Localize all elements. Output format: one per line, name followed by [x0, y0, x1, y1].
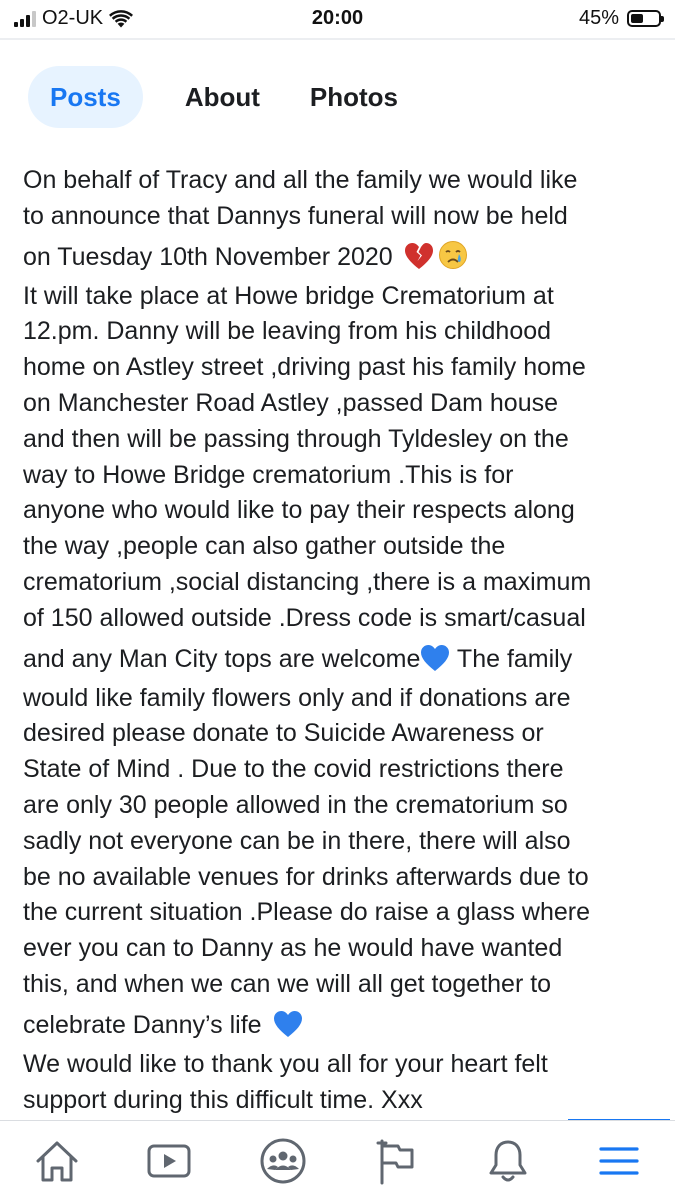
battery-icon: [627, 10, 661, 27]
post-line: home on Astley street ,driving past his family home: [23, 353, 586, 382]
crying-face-emoji-icon: [438, 240, 468, 270]
post-line: to announce that Dannys funeral will now be held: [23, 201, 568, 230]
post-line-text: on Tuesday 10th November 2020: [23, 242, 393, 271]
post-line: on Manchester Road Astley ,passed Dam house: [23, 388, 559, 417]
nav-menu[interactable]: [589, 1131, 649, 1191]
nav-pages[interactable]: [366, 1131, 426, 1191]
post-line: anyone who would like to pay their respects along: [23, 496, 575, 525]
battery-group: [579, 7, 661, 30]
post-line: ever you can to Danny as he would have wanted: [23, 934, 563, 963]
post-line: the way ,people can also gather outside the: [23, 532, 506, 561]
post-line-text: The family: [456, 644, 573, 673]
tab-photos[interactable]: Photos: [309, 82, 399, 112]
post-line: We would like to thank you all for your heart felt: [23, 1049, 548, 1078]
post-line: sadly not everyone can be in there, there will also: [23, 826, 571, 855]
status-bar: [0, 0, 675, 38]
post-line: would like family flowers only and if donations are: [23, 683, 571, 712]
clock: 20:00: [311, 7, 364, 29]
post-line-text: and any Man City tops are welcome: [23, 644, 421, 673]
post-line: State of Mind . Due to the covid restrictions there: [23, 755, 564, 784]
blue-heart-emoji-icon: [273, 1010, 303, 1038]
post-line: be no available venues for drinks afterwards due to: [23, 862, 589, 891]
broken-heart-emoji-icon: [404, 242, 434, 270]
blue-heart-emoji-icon: [420, 644, 450, 672]
post-line: [23, 1003, 663, 1047]
post-line: and then will be passing through Tyldesley on the: [23, 424, 569, 453]
battery-percentage: 45%: [578, 7, 619, 29]
post-line-text: celebrate Danny’s life: [23, 1010, 262, 1039]
carrier-name: O2-UK: [42, 7, 104, 29]
post-line: of 150 allowed outside .Dress code is smart/casual: [23, 603, 586, 632]
profile-tabs: [28, 66, 420, 128]
tab-posts[interactable]: Posts: [28, 66, 143, 128]
pages-flag-icon: [374, 1137, 418, 1185]
nav-groups[interactable]: [253, 1131, 313, 1191]
post-line: way to Howe Bridge crematorium .This is for: [23, 460, 514, 489]
post-line: are only 30 people allowed in the crematorium so: [23, 790, 568, 819]
post-body: [23, 163, 663, 1118]
home-icon: [34, 1139, 80, 1183]
nav-home[interactable]: [27, 1131, 87, 1191]
post-line: It will take place at Howe bridge Crematorium at: [23, 281, 554, 310]
nav-watch[interactable]: [139, 1131, 199, 1191]
tab-about[interactable]: About: [184, 82, 260, 112]
header-divider: [0, 38, 675, 40]
post-line: desired please donate to Suicide Awareness or: [23, 719, 544, 748]
post-line: [23, 637, 663, 681]
post-line: crematorium ,social distancing ,there is a maximum: [23, 567, 592, 596]
post-line: the current situation .Please do raise a glass where: [23, 898, 590, 927]
notifications-bell-icon: [486, 1137, 530, 1185]
groups-icon: [259, 1137, 307, 1185]
menu-icon: [597, 1141, 641, 1181]
video-icon: [146, 1141, 192, 1181]
post-line: 12.pm. Danny will be leaving from his childhood: [23, 317, 552, 346]
bottom-navigation: [0, 1120, 675, 1201]
post-line: [23, 235, 663, 279]
post-line: On behalf of Tracy and all the family we would like: [23, 166, 578, 194]
nav-notifications[interactable]: [478, 1131, 538, 1191]
post-line: support during this difficult time. Xxx: [23, 1085, 423, 1114]
post-line: this, and when we can we will all get together to: [23, 969, 552, 998]
